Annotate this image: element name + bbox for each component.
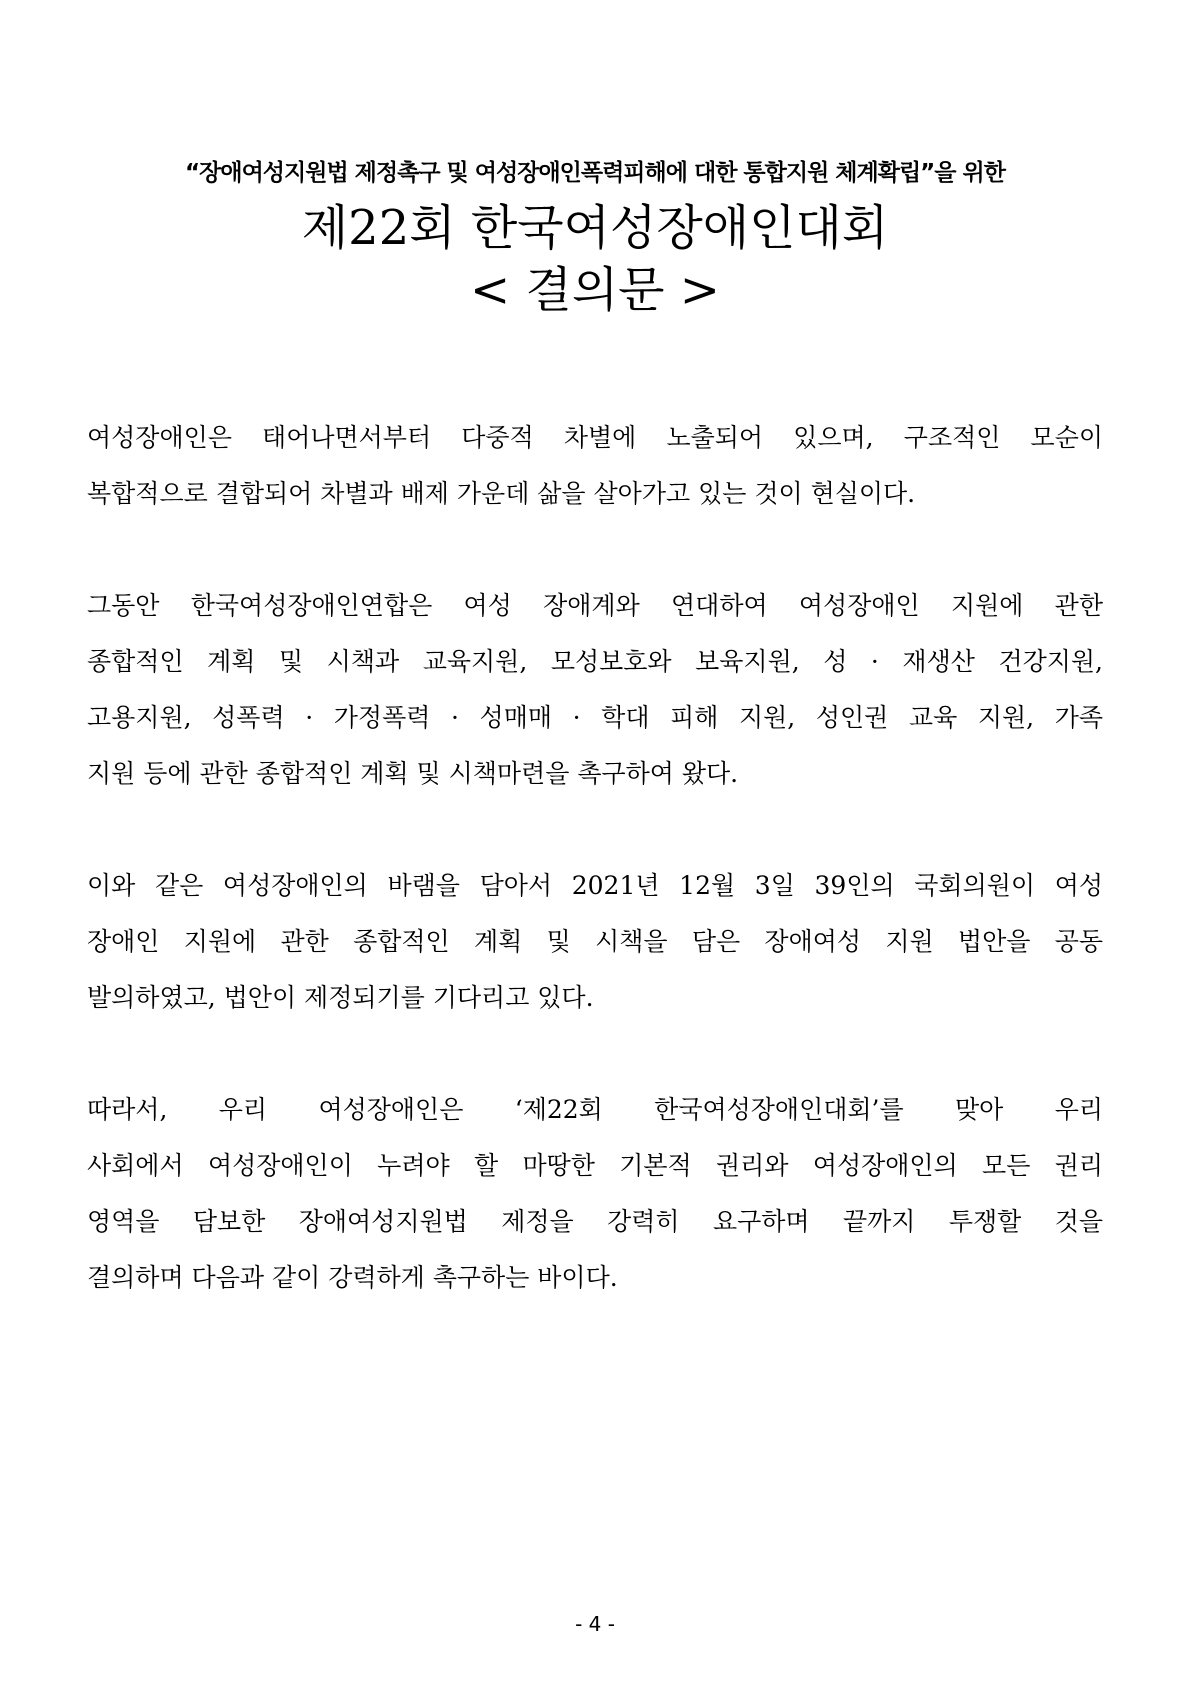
paragraph-line: 복합적으로 결합되어 차별과 배제 가운데 삶을 살아가고 있는 것이 현실이다. xyxy=(87,479,916,508)
paragraph-2 xyxy=(87,578,1103,802)
document-subtitle: “장애여성지원법 제정촉구 및 여성장애인폭력피해에 대한 통합지원 체계확립”을 위한 xyxy=(185,160,1005,186)
paragraph-line: 지원 등에 관한 종합적인 계획 및 시책마련을 촉구하여 왔다. xyxy=(87,759,739,788)
page-number: - 4 - xyxy=(575,1612,615,1636)
paragraph-line: 발의하였고, 법안이 제정되기를 기다리고 있다. xyxy=(87,983,594,1012)
paragraph-line: 결의하며 다음과 같이 강력하게 촉구하는 바이다. xyxy=(87,1263,618,1292)
paragraph-line: 영역을 담보한 장애여성지원법 제정을 강력히 요구하며 끝까지 투쟁할 것을 xyxy=(87,1207,1103,1236)
paragraph-line: 여성장애인은 태어나면서부터 다중적 차별에 노출되어 있으며, 구조적인 모순이 xyxy=(87,423,1103,452)
paragraph-line: 고용지원, 성폭력 · 가정폭력 · 성매매 · 학대 피해 지원, 성인권 교육 지원, 가족 xyxy=(87,703,1103,732)
resolution-body xyxy=(87,410,1103,1362)
resolution-heading: < 결의문 > xyxy=(469,262,721,318)
paragraph-line: 장애인 지원에 관한 종합적인 계획 및 시책을 담은 장애여성 지원 법안을 공동 xyxy=(87,927,1103,956)
paragraph-line: 따라서, 우리 여성장애인은 ‘제22회 한국여성장애인대회’를 맞아 우리 xyxy=(87,1095,1103,1124)
paragraph-line: 이와 같은 여성장애인의 바램을 담아서 2021년 12월 3일 39인의 국회의원이 여성 xyxy=(87,871,1103,900)
paragraph-4 xyxy=(87,1082,1103,1306)
paragraph-line: 종합적인 계획 및 시책과 교육지원, 모성보호와 보육지원, 성 · 재생산 건강지원, xyxy=(87,647,1103,676)
paragraph-1 xyxy=(87,410,1103,522)
paragraph-line: 사회에서 여성장애인이 누려야 할 마땅한 기본적 권리와 여성장애인의 모든 권리 xyxy=(87,1151,1103,1180)
document-title: 제22회 한국여성장애인대회 xyxy=(301,200,889,256)
paragraph-3 xyxy=(87,858,1103,1026)
paragraph-line: 그동안 한국여성장애인연합은 여성 장애계와 연대하여 여성장애인 지원에 관한 xyxy=(87,591,1103,620)
